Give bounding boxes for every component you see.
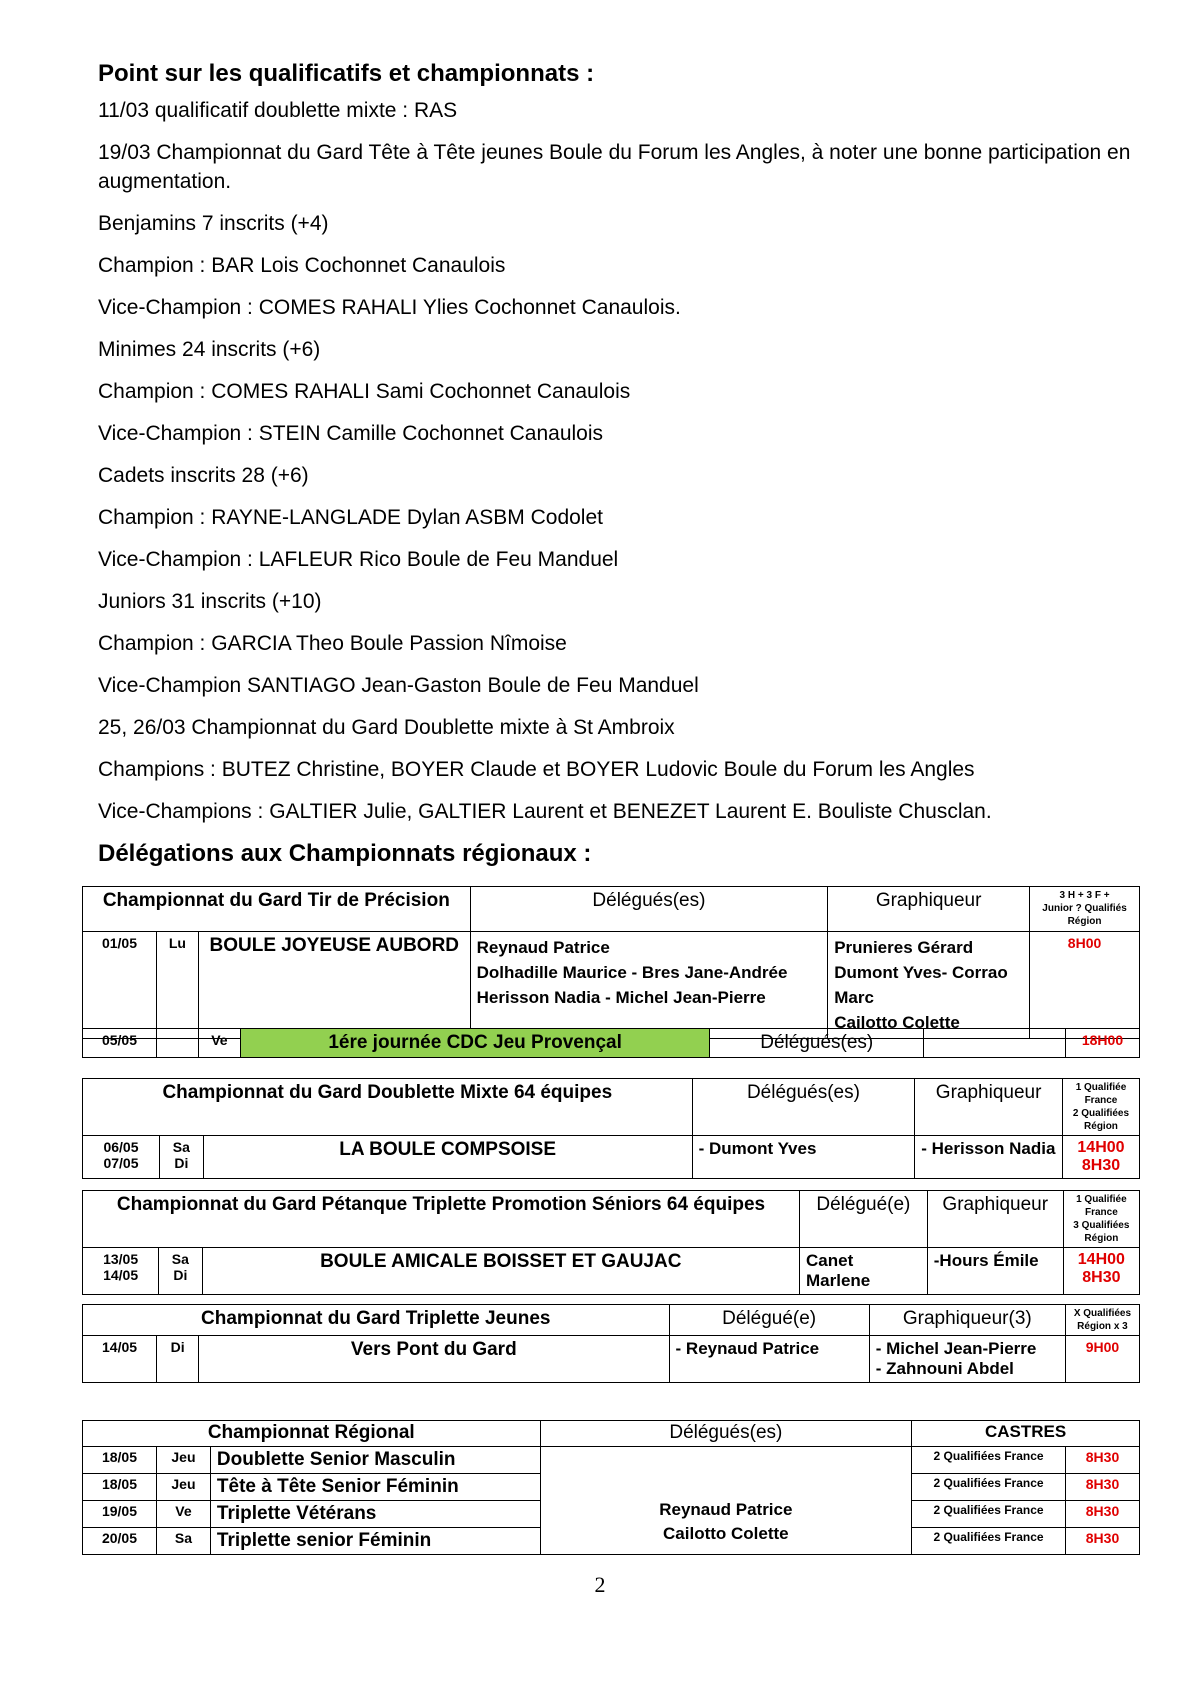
day-cell: Sa	[156, 1528, 210, 1555]
date-cell: 05/05	[83, 1029, 157, 1058]
time-cell: 8H00	[1030, 932, 1140, 1039]
day-cell: Sa Di	[159, 1248, 202, 1295]
text-line: Juniors 31 inscrits (+10)	[98, 590, 322, 613]
date-cell: 20/05	[83, 1528, 157, 1555]
day-cell: Jeu	[156, 1474, 210, 1501]
club-cell: Vers Pont du Gard	[199, 1336, 669, 1383]
header-championship: Championnat du Gard Doublette Mixte 64 équipes	[83, 1079, 693, 1136]
table-doublette-mixte	[82, 1078, 1140, 1179]
delegates-cell: Reynaud Patrice Dolhadille Maurice - Bres Jane-Andrée Herisson Nadia - Michel Jean-Pierre	[470, 932, 828, 1039]
header-championship: Championnat du Gard Triplette Jeunes	[83, 1305, 670, 1336]
date-cell: 14/05	[83, 1336, 157, 1383]
delegates-cell: Reynaud Patrice Cailotto Colette	[540, 1447, 912, 1555]
text-line: Minimes 24 inscrits (+6)	[98, 338, 321, 361]
text-line: Champion : BAR Lois Cochonnet Canaulois	[98, 254, 506, 277]
day-cell: Di	[157, 1336, 199, 1383]
time-cell: 8H30	[1066, 1528, 1140, 1555]
header-graphiqueur: Graphiqueur	[828, 887, 1030, 932]
header-delegates: Délégué(e)	[800, 1191, 928, 1248]
text-line: Vice-Champion : COMES RAHALI Ylies Cochonnet Canaulois.	[98, 296, 681, 319]
table-cdc	[82, 1028, 1140, 1058]
graphiqueur-cell: - Michel Jean-Pierre - Zahnouni Abdel	[869, 1336, 1065, 1383]
qualified-cell: 2 Qualifiées France	[912, 1501, 1066, 1528]
graphiqueur-cell: Prunieres Gérard Dumont Yves- Corrao Marc Cailotto Colette	[828, 932, 1030, 1039]
date-cell: 06/05 07/05	[83, 1136, 160, 1179]
text-line: Champion : COMES RAHALI Sami Cochonnet Canaulois	[98, 380, 631, 403]
header-qualified: 1 Qualifiée France 2 Qualifiées Région	[1062, 1079, 1139, 1136]
day-cell: Sa Di	[159, 1136, 203, 1179]
time-cell: 14H00 8H30	[1063, 1248, 1139, 1295]
table-row	[83, 1447, 1140, 1474]
time-cell: 9H00	[1065, 1336, 1139, 1383]
header-championship: Championnat Régional	[83, 1421, 541, 1447]
document-body	[98, 60, 1148, 884]
text-line: Vice-Champions : GALTIER Julie, GALTIER Laurent et BENEZET Laurent E. Bouliste Chusclan.	[98, 800, 992, 823]
text-line: 11/03 qualificatif doublette mixte : RAS	[98, 99, 458, 122]
time-cell: 8H30	[1066, 1474, 1140, 1501]
date-cell: 13/05 14/05	[83, 1248, 159, 1295]
section-title-qualifications: Point sur les qualificatifs et championnats :	[98, 60, 595, 87]
header-graphiqueur: Graphiqueur(3)	[869, 1305, 1065, 1336]
date-cell: 01/05	[83, 932, 157, 1039]
text-line: Champion : GARCIA Theo Boule Passion Nîmoise	[98, 632, 567, 655]
qualified-cell: 2 Qualifiées France	[912, 1447, 1066, 1474]
club-cell: LA BOULE COMPSOISE	[203, 1136, 692, 1179]
qualification-lines	[98, 96, 1148, 826]
date-cell: 18/05	[83, 1474, 157, 1501]
header-location: CASTRES	[912, 1421, 1140, 1447]
header-championship: Championnat du Gard Tir de Précision	[83, 887, 471, 932]
date-cell: 18/05	[83, 1447, 157, 1474]
graphiqueur-cell: - Herisson Nadia	[915, 1136, 1063, 1179]
header-delegates: Délégués(es)	[692, 1079, 915, 1136]
header-qualified: 1 Qualifiée France 3 Qualifiées Région	[1063, 1191, 1139, 1248]
delegates-cell: Délégués(es)	[710, 1029, 924, 1058]
day-cell: Lu	[156, 932, 198, 1039]
text-line: Vice-Champion : STEIN Camille Cochonnet Canaulois	[98, 422, 604, 445]
delegates-cell: - Reynaud Patrice	[669, 1336, 869, 1383]
qualified-cell: 2 Qualifiées France	[912, 1528, 1066, 1555]
day-cell: Jeu	[156, 1447, 210, 1474]
text-line: Champions : BUTEZ Christine, BOYER Claude et BOYER Ludovic Boule du Forum les Angles	[98, 758, 975, 781]
text-line: Champion : RAYNE-LANGLADE Dylan ASBM Codolet	[98, 506, 603, 529]
qualified-cell: 2 Qualifiées France	[912, 1474, 1066, 1501]
header-qualified: X Qualifiées Région x 3	[1065, 1305, 1139, 1336]
event-cell: Triplette Vétérans	[210, 1501, 540, 1528]
table-triplette-promotion	[82, 1190, 1140, 1295]
text-line: Benjamins 7 inscrits (+4)	[98, 212, 329, 235]
header-qualified: 3 H + 3 F + Junior ? Qualifiés Région	[1030, 887, 1140, 932]
club-cell: BOULE JOYEUSE AUBORD	[198, 932, 470, 1039]
delegates-cell: - Dumont Yves	[692, 1136, 915, 1179]
header-championship: Championnat du Gard Pétanque Triplette Promotion Séniors 64 équipes	[83, 1191, 800, 1248]
header-delegates: Délégués(es)	[470, 887, 828, 932]
text-line: 19/03 Championnat du Gard Tête à Tête jeunes Boule du Forum les Angles, à noter une bonne participation en augmentation.	[98, 141, 1131, 193]
empty-cell	[156, 1029, 198, 1058]
time-cell: 14H00 8H30	[1062, 1136, 1139, 1179]
table-regional	[82, 1420, 1140, 1555]
time-cell: 18H00	[1065, 1029, 1139, 1058]
club-cell: BOULE AMICALE BOISSET ET GAUJAC	[202, 1248, 800, 1295]
day-cell: Ve	[156, 1501, 210, 1528]
event-cell: 1ére journée CDC Jeu Provençal	[240, 1029, 709, 1058]
header-graphiqueur: Graphiqueur	[927, 1191, 1063, 1248]
text-line: Cadets inscrits 28 (+6)	[98, 464, 309, 487]
section-title-delegations: Délégations aux Championnats régionaux :	[98, 840, 592, 867]
graphiqueur-cell: -Hours Émile	[927, 1248, 1063, 1295]
table-triplette-jeunes	[82, 1304, 1140, 1383]
event-cell: Triplette senior Féminin	[210, 1528, 540, 1555]
header-delegates: Délégué(e)	[669, 1305, 869, 1336]
empty-cell	[924, 1029, 1066, 1058]
time-cell: 8H30	[1066, 1501, 1140, 1528]
header-graphiqueur: Graphiqueur	[915, 1079, 1063, 1136]
page-number: 2	[594, 1572, 606, 1597]
delegates-cell: Canet Marlene	[800, 1248, 928, 1295]
text-line: Vice-Champion : LAFLEUR Rico Boule de Feu Manduel	[98, 548, 619, 571]
text-line: 25, 26/03 Championnat du Gard Doublette mixte à St Ambroix	[98, 716, 675, 739]
day-cell: Ve	[198, 1029, 240, 1058]
time-cell: 8H30	[1066, 1447, 1140, 1474]
date-cell: 19/05	[83, 1501, 157, 1528]
table-tir-precision	[82, 886, 1140, 1039]
header-delegates: Délégués(es)	[540, 1421, 912, 1447]
text-line: Vice-Champion SANTIAGO Jean-Gaston Boule de Feu Manduel	[98, 674, 699, 697]
event-cell: Tête à Tête Senior Féminin	[210, 1474, 540, 1501]
event-cell: Doublette Senior Masculin	[210, 1447, 540, 1474]
